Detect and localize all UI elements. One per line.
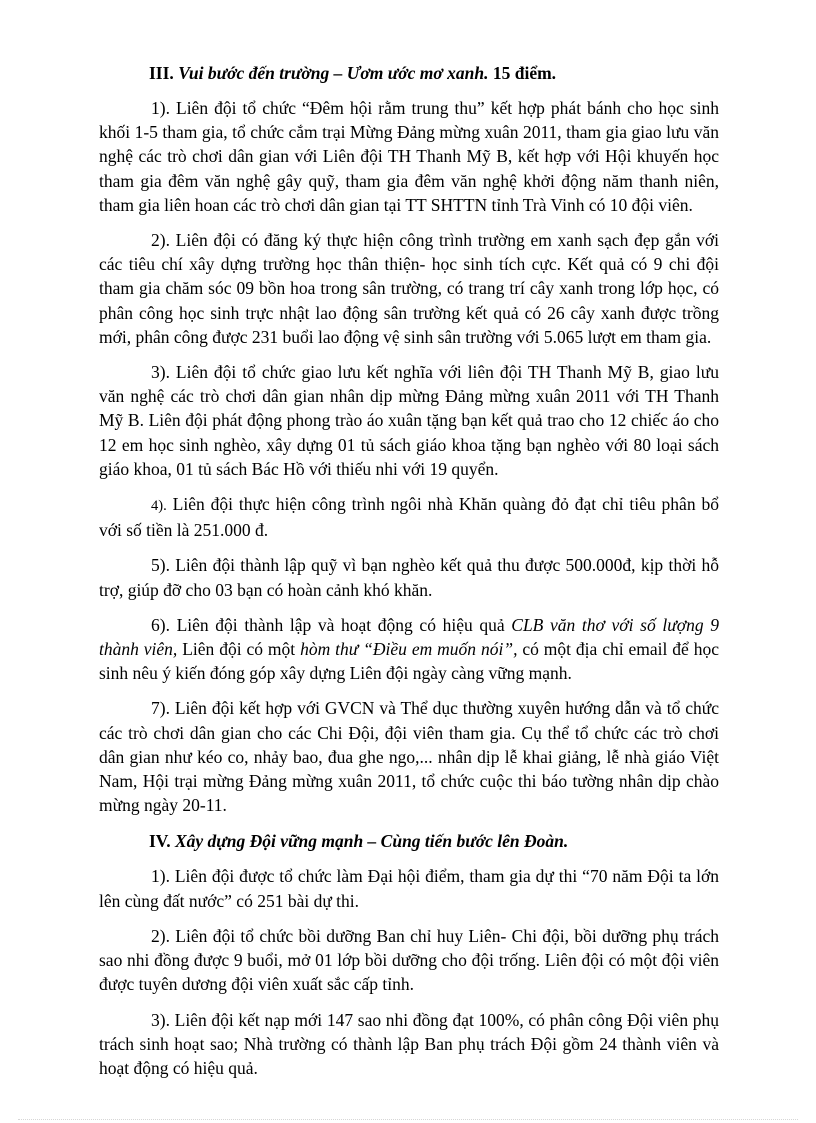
section-4-paragraph-3: 3). Liên đội kết nạp mới 147 sao nhi đồng đạt 100%, có phân công Đội viên phụ trách sinh hoạt sao; Nhà trường có thành lập Ban phụ trách Đội gồm 24 thành viên và hoạt động có hiệu quả. (99, 1009, 719, 1078)
section-3-paragraph-4 (99, 492, 719, 542)
page-bottom-divider (18, 1119, 798, 1120)
mailbox-name-italic: hòm thư “Điều em muốn nói”, (300, 639, 518, 660)
section-4-title: Xây dựng Đội vững mạnh – Cùng tiến bước lên Đoàn. (174, 831, 569, 852)
paragraph-text-start: 6). Liên đội thành lập và hoạt động có hiệu quả (151, 614, 512, 635)
paragraph-text-end: có một địa chỉ email để học sinh nêu ý kiến đóng góp xây dựng Liên đội ngày càng vững mạnh. (99, 639, 720, 684)
section-3-heading (99, 60, 719, 86)
section-3-paragraph-1: 1). Liên đội tổ chức “Đêm hội rằm trung thu” kết hợp phát bánh cho học sinh khối 1-5 tham gia, tổ chức cắm trại Mừng Đảng mừng xuân 2011, tham gia giao lưu văn nghệ các trò chơi dân gian với Liên đội TH Thanh Mỹ B, kết hợp với Hội khuyến học tham gia đêm văn nghệ gây quỹ, tham gia đêm văn nghệ khởi động năm thanh niên, tham gia liên hoan các trò chơi dân gian tại TT SHTTN tỉnh Trà Vinh có 10 đội viên. (99, 98, 719, 215)
section-3-title: Vui bước đến trường – Ươm ước mơ xanh. (178, 63, 489, 83)
section-3-paragraph-6 (99, 613, 719, 686)
section-3-points: 15 điểm. (492, 63, 557, 83)
section-3-paragraph-7: 7). Liên đội kết hợp với GVCN và Thể dục thường xuyên hướng dẫn và tổ chức các trò chơi dân gian cho các Chi Đội, đội viên tham gia. Cụ thể tổ chức các trò chơi dân gian như kéo co, nhảy bao, đua ghe ngo,... nhân dịp lễ khai giảng, lễ nhà giáo Việt Nam, Hội trại mừng Đảng mừng xuân 2011, tổ chức cuộc thi báo tường nhân dịp chào mừng ngày 20-11. (99, 698, 719, 816)
section-3-numeral: III. (149, 63, 174, 83)
paragraph-text-middle: Liên đội có một (177, 639, 301, 660)
section-3-paragraph-3: 3). Liên đội tổ chức giao lưu kết nghĩa với liên đội TH Thanh Mỹ B, giao lưu văn nghệ các trò chơi dân gian nhân dịp mừng Đảng mừng xuân 2011 với TH Thanh Mỹ B. Liên đội phát động phong trào áo xuân tặng bạn kết quả trao cho 12 chiếc áo cho 12 em học sinh nghèo, xây dựng 01 tủ sách giáo khoa tặng bạn nghèo với 80 loại sách giáo khoa, 01 tủ sách Bác Hồ với thiếu nhi với 19 quyển. (99, 362, 719, 479)
document-body (99, 60, 719, 1080)
paragraph-number: 4). (151, 498, 167, 515)
section-4-numeral: IV. (149, 831, 171, 852)
section-4-paragraph-1: 1). Liên đội được tổ chức làm Đại hội điểm, tham gia dự thi “70 năm Đội ta lớn lên cùng đất nước” có 251 bài dự thi. (99, 866, 719, 911)
paragraph-text: Liên đội thực hiện công trình ngôi nhà Khăn quàng đỏ đạt chỉ tiêu phân bổ với số tiền là 251.000 đ. (99, 494, 719, 541)
club-name-italic: CLB văn thơ với số lượng 9 thành viên, (99, 614, 719, 660)
section-4-paragraph-2: 2). Liên đội tổ chức bồi dưỡng Ban chỉ huy Liên- Chi đội, bồi dưỡng phụ trách sao nhi đồng được 9 buổi, mở 01 lớp bồi dưỡng cho đội trống. Liên đội có một đội viên được tuyên dương đội viên xuất sắc cấp tỉnh. (99, 925, 719, 995)
section-3-paragraph-5: 5). Liên đội thành lập quỹ vì bạn nghèo kết quả thu được 500.000đ, kịp thời hỗ trợ, giúp đỡ cho 03 bạn có hoàn cảnh khó khăn. (99, 555, 719, 600)
section-3-paragraph-2: 2). Liên đội có đăng ký thực hiện công trình trường em xanh sạch đẹp gắn với các tiêu chí xây dựng trường học thân thiện- học sinh tích cực. Kết quả có 9 chi đội tham gia chăm sóc 09 bồn hoa trong sân trường, có trang trí cây xanh trong lớp học, có phân công học sinh trực nhật lao động sân trường kết quả có 26 cây xanh được trồng mới, phân công được 231 buổi lao động vệ sinh sân trường với 5.065 lượt em tham gia. (99, 230, 719, 347)
section-4-heading (99, 828, 719, 854)
